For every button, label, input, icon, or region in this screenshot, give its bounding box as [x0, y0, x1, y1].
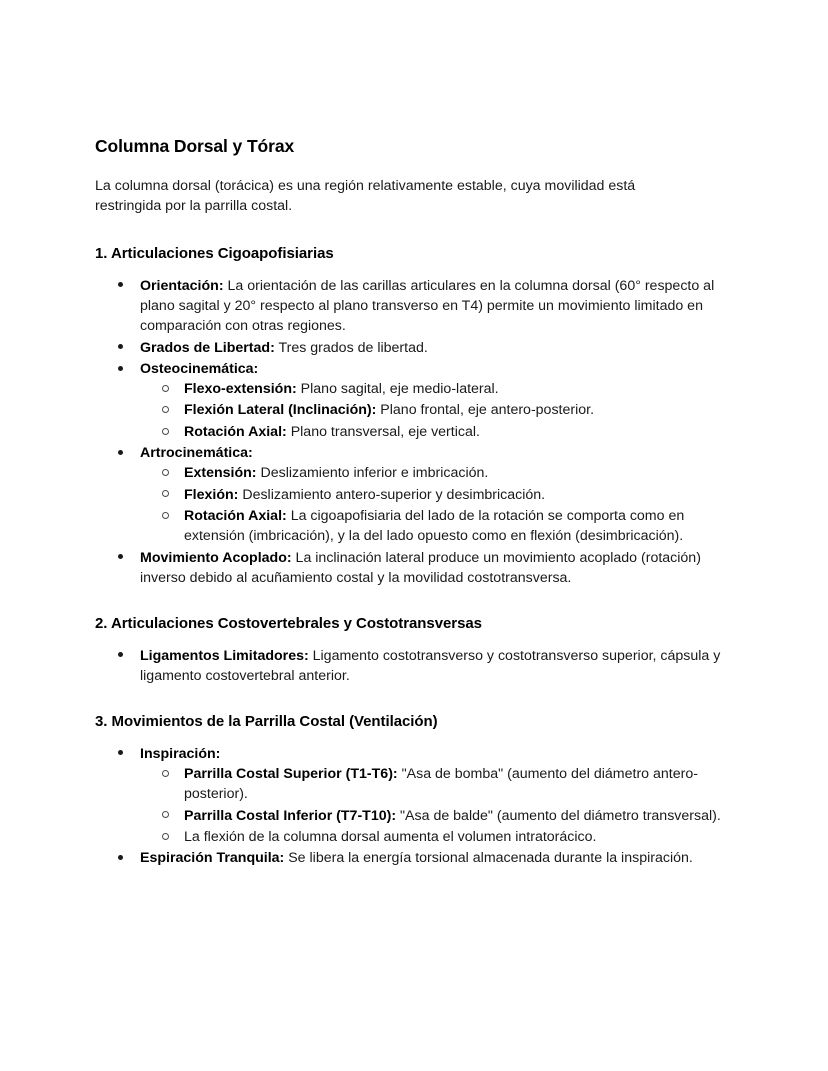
- sub-bullet-item-flexion: [162, 485, 733, 505]
- bullet-term: Rotación Axial:: [184, 507, 287, 524]
- bullet-disc-icon: [118, 646, 132, 666]
- bullet-disc-icon: [118, 848, 132, 868]
- bullet-item-movimiento-acoplado: [118, 548, 733, 589]
- bullet-circle-icon: [162, 764, 176, 784]
- section-heading: 2. Articulaciones Costovertebrales y Costotransversas: [95, 615, 482, 633]
- bullet-description: La inclinación lateral produce un movimiento acoplado (rotación) inverso debido al acuñamiento costal y la movilidad costotransversa.: [140, 549, 701, 586]
- bullet-text: [140, 359, 733, 379]
- section-heading: 1. Articulaciones Cigoapofisiarias: [95, 245, 334, 263]
- bullet-item-orientacion: [118, 276, 733, 337]
- bullet-text: [184, 400, 733, 420]
- bullet-text: [184, 506, 733, 547]
- bullet-disc-icon: [118, 443, 132, 463]
- bullet-description: La cigoapofisiaria del lado de la rotación se comporta como en extensión (imbricación), y la del lado opuesto como en flexión (desimbricación).: [184, 507, 685, 545]
- bullet-description: Tres grados de libertad.: [274, 339, 428, 356]
- bullet-text: [140, 548, 733, 589]
- bullet-text: [140, 443, 733, 463]
- bullet-term: Osteocinemática:: [140, 360, 259, 377]
- bullet-text: [184, 379, 733, 399]
- sub-bullet-list: [118, 463, 733, 546]
- bullet-text: [140, 744, 733, 764]
- bullet-text: [184, 463, 733, 483]
- sub-bullet-item-parrilla-costal-superior-t1-t6: [162, 764, 733, 805]
- bullet-description: La flexión de la columna dorsal aumenta el volumen intratorácico.: [184, 828, 597, 845]
- bullet-circle-icon: [162, 463, 176, 483]
- bullet-term: Rotación Axial:: [184, 423, 287, 440]
- sub-bullet-item-flexion-lateral-inclinacion: [162, 400, 733, 420]
- bullet-term: Grados de Libertad:: [140, 339, 275, 356]
- bullet-circle-icon: [162, 422, 176, 442]
- bullet-term: Extensión:: [184, 465, 257, 482]
- bullet-description: Plano frontal, eje antero-posterior.: [376, 402, 595, 419]
- bullet-text: [140, 848, 733, 868]
- bullet-term: Parrilla Costal Inferior (T7-T10):: [184, 807, 397, 824]
- bullet-circle-icon: [162, 827, 176, 847]
- bullet-description: Ligamento costotransverso y costotransverso superior, cápsula y ligamento costovertebral anterior.: [140, 647, 721, 684]
- sub-bullet-item-flexo-extension: [162, 379, 733, 399]
- bullet-text: [184, 827, 733, 847]
- bullet-circle-icon: [162, 379, 176, 399]
- bullet-list: [95, 646, 733, 687]
- bullet-term: Flexión Lateral (Inclinación):: [184, 402, 377, 419]
- intro-paragraph: La columna dorsal (torácica) es una región relativamente estable, cuya movilidad está restringida por la parrilla costal.: [95, 177, 636, 215]
- bullet-text: [140, 276, 733, 337]
- sub-bullet-item-rotacion-axial: [162, 506, 733, 547]
- bullet-term: Orientación:: [140, 277, 224, 294]
- bullet-text: [184, 485, 733, 505]
- sections-container: [95, 244, 733, 868]
- bullet-disc-icon: [118, 359, 132, 379]
- bullet-disc-icon: [118, 548, 132, 568]
- bullet-description: La orientación de las carillas articulares en la columna dorsal (60° respecto al plano sagital y 20° respecto al plano transverso en T4) permite un movimiento limitado en comparación con otras regiones.: [140, 277, 715, 335]
- bullet-disc-icon: [118, 338, 132, 358]
- section-3-movimientos-de-la-parrilla-costal-ventilac: [95, 712, 733, 868]
- sub-bullet-list: [118, 379, 733, 442]
- sub-bullet-list: [118, 764, 733, 847]
- bullet-text: [140, 646, 733, 687]
- bullet-list: [95, 744, 733, 869]
- section-2-articulaciones-costovertebrales-y-costotra: [95, 614, 733, 686]
- bullet-item-ligamentos-limitadores: [118, 646, 733, 687]
- bullet-item-inspiracion: [118, 744, 733, 764]
- bullet-description: Deslizamiento inferior e imbricación.: [256, 465, 489, 482]
- bullet-text: [184, 764, 733, 805]
- sub-bullet-item-rotacion-axial: [162, 422, 733, 442]
- bullet-term: Inspiración:: [140, 745, 221, 762]
- bullet-list: [95, 276, 733, 588]
- bullet-text: [184, 806, 733, 826]
- bullet-term: Movimiento Acoplado:: [140, 549, 292, 566]
- bullet-text: [140, 338, 733, 358]
- bullet-description: "Asa de bomba" (aumento del diámetro antero-posterior).: [184, 766, 698, 803]
- section-1-articulaciones-cigoapofisiarias: [95, 244, 733, 588]
- bullet-disc-icon: [118, 744, 132, 764]
- bullet-description: Plano transversal, eje vertical.: [286, 423, 480, 440]
- sub-bullet-item-la-flexion-de-la-columna-dorsal-aumenta-el-v: [162, 827, 733, 847]
- bullet-term: Parrilla Costal Superior (T1-T6):: [184, 766, 398, 783]
- bullet-description: Plano sagital, eje medio-lateral.: [296, 381, 499, 398]
- bullet-item-grados-de-libertad: [118, 338, 733, 358]
- bullet-disc-icon: [118, 276, 132, 296]
- section-heading: 3. Movimientos de la Parrilla Costal (Ventilación): [95, 713, 438, 731]
- bullet-item-espiracion-tranquila: [118, 848, 733, 868]
- bullet-term: Flexo-extensión:: [184, 381, 297, 398]
- bullet-description: "Asa de balde" (aumento del diámetro transversal).: [396, 807, 721, 824]
- bullet-term: Ligamentos Limitadores:: [140, 647, 309, 664]
- bullet-text: [184, 422, 733, 442]
- bullet-circle-icon: [162, 806, 176, 826]
- bullet-term: Artrocinemática:: [140, 445, 253, 462]
- bullet-term: Espiración Tranquila:: [140, 850, 285, 867]
- sub-bullet-item-extension: [162, 463, 733, 483]
- page-title: Columna Dorsal y Tórax: [95, 136, 295, 156]
- sub-bullet-item-parrilla-costal-inferior-t7-t10: [162, 806, 733, 826]
- bullet-circle-icon: [162, 400, 176, 420]
- bullet-description: Se libera la energía torsional almacenada durante la inspiración.: [284, 850, 693, 867]
- bullet-circle-icon: [162, 506, 176, 526]
- bullet-term: Flexión:: [184, 486, 239, 503]
- bullet-circle-icon: [162, 485, 176, 505]
- bullet-item-artrocinematica: [118, 443, 733, 463]
- bullet-item-osteocinematica: [118, 359, 733, 379]
- bullet-description: Deslizamiento antero-superior y desimbricación.: [238, 486, 546, 503]
